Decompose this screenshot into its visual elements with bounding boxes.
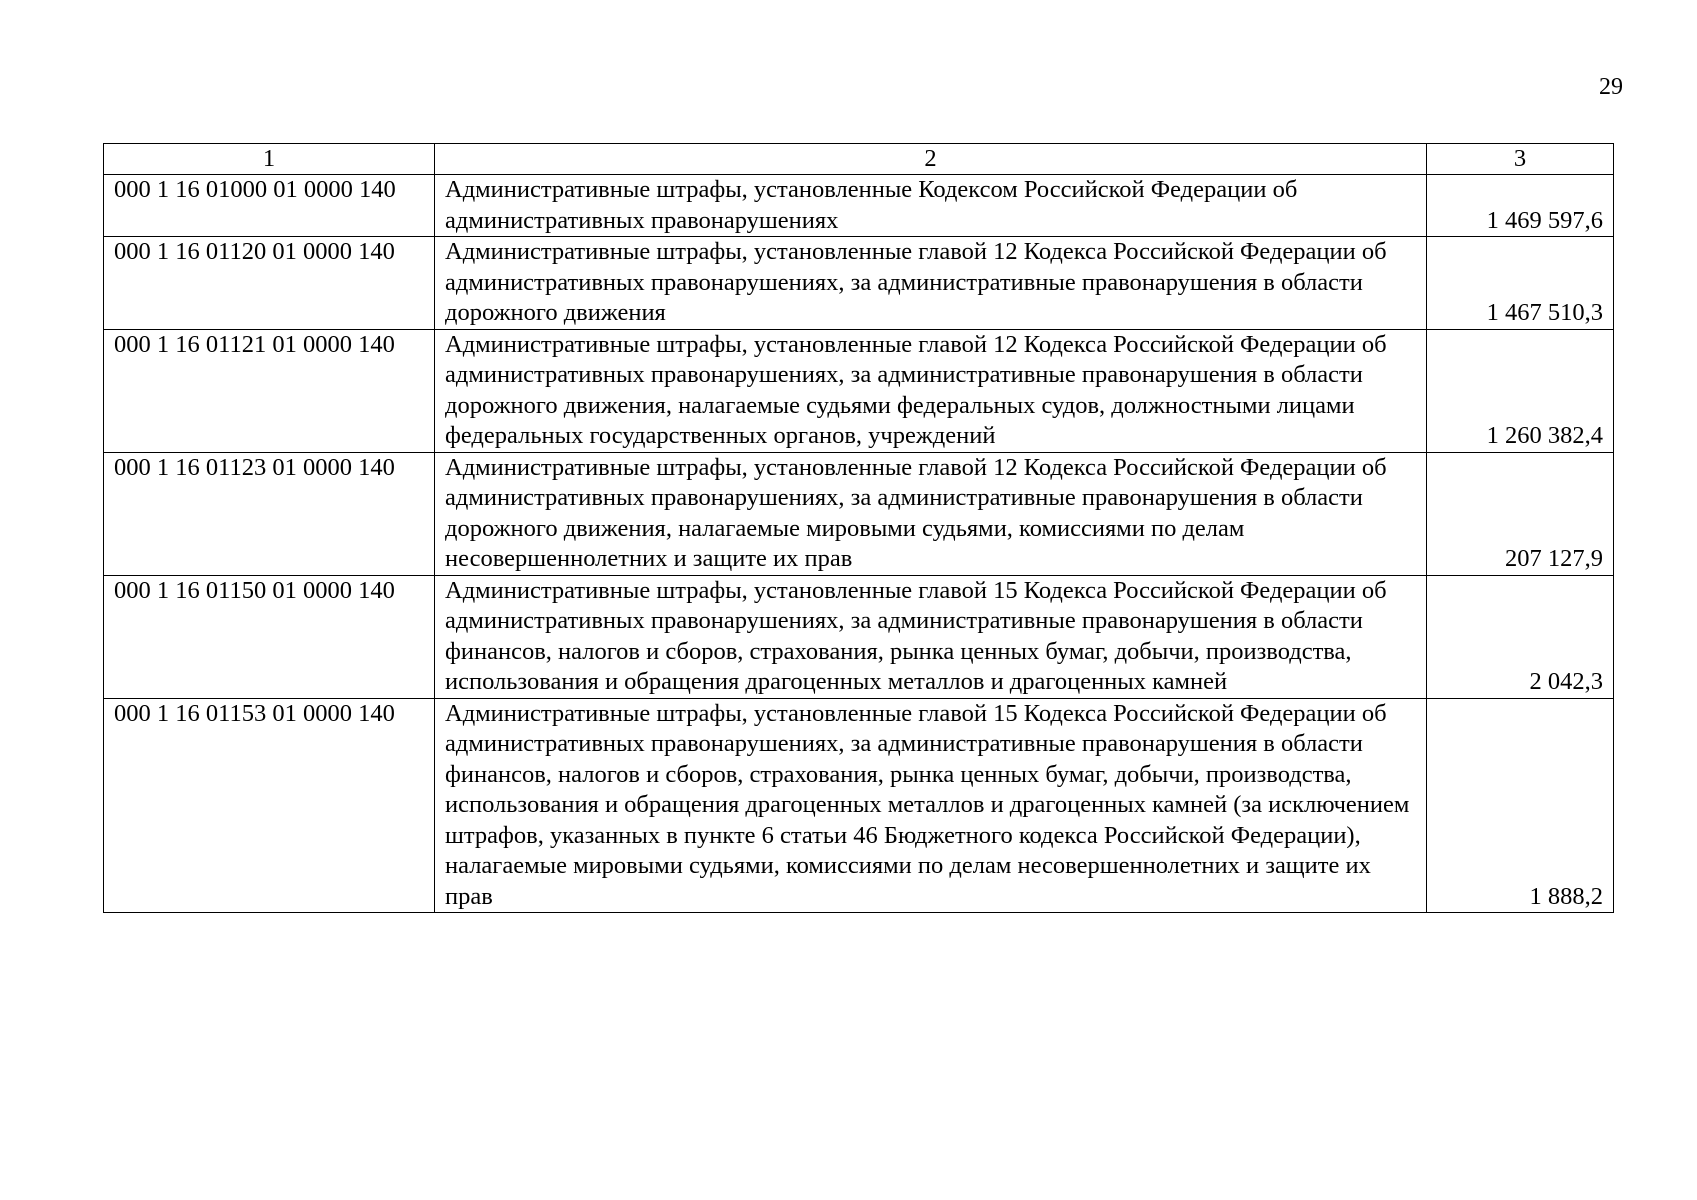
row-sum: 207 127,9 [1427,452,1614,575]
row-name: Административные штрафы, установленные главой 15 Кодекса Российской Федерации об административных правонарушениях, за административные правонарушения в области финансов, налогов и сборов, страхования, рынка ценных бумаг, добычи, производства, использования и обращения драгоценных металлов и драгоценных камней (за исключением штрафов, указанных в пункте 6 статьи 46 Бюджетного кодекса Российской Федерации), налагаемые мировыми судьями, комиссиями по делам несовершеннолетних и защите их прав [435,698,1427,913]
row-sum: 1 467 510,3 [1427,237,1614,330]
row-code: 000 1 16 01150 01 0000 140 [104,575,435,698]
table-row [104,175,1614,237]
row-sum: 1 888,2 [1427,698,1614,913]
table-row [104,452,1614,575]
table-row [104,575,1614,698]
row-name: Административные штрафы, установленные главой 12 Кодекса Российской Федерации об административных правонарушениях, за административные правонарушения в области дорожного движения, налагаемые судьями федеральных судов, должностными лицами федеральных государственных органов, учреждений [435,329,1427,452]
row-code: 000 1 16 01000 01 0000 140 [104,175,435,237]
row-sum: 2 042,3 [1427,575,1614,698]
row-code: 000 1 16 01120 01 0000 140 [104,237,435,330]
row-sum: 1 469 597,6 [1427,175,1614,237]
row-sum: 1 260 382,4 [1427,329,1614,452]
table-row [104,698,1614,913]
row-name: Административные штрафы, установленные главой 12 Кодекса Российской Федерации об административных правонарушениях, за административные правонарушения в области дорожного движения, налагаемые мировыми судьями, комиссиями по делам несовершеннолетних и защите их прав [435,452,1427,575]
table-header-row [104,144,1614,175]
row-code: 000 1 16 01153 01 0000 140 [104,698,435,913]
row-name: Административные штрафы, установленные главой 15 Кодекса Российской Федерации об административных правонарушениях, за административные правонарушения в области финансов, налогов и сборов, страхования, рынка ценных бумаг, добычи, производства, использования и обращения драгоценных металлов и драгоценных камней [435,575,1427,698]
budget-table [103,143,1614,913]
row-name: Административные штрафы, установленные главой 12 Кодекса Российской Федерации об административных правонарушениях, за административные правонарушения в области дорожного движения [435,237,1427,330]
table-row [104,237,1614,330]
column-header-3: 3 [1427,144,1614,175]
page-number: 29 [1599,74,1623,100]
row-code: 000 1 16 01121 01 0000 140 [104,329,435,452]
row-code: 000 1 16 01123 01 0000 140 [104,452,435,575]
column-header-1: 1 [104,144,435,175]
column-header-2: 2 [435,144,1427,175]
row-name: Административные штрафы, установленные Кодексом Российской Федерации об административных правонарушениях [435,175,1427,237]
table-row [104,329,1614,452]
